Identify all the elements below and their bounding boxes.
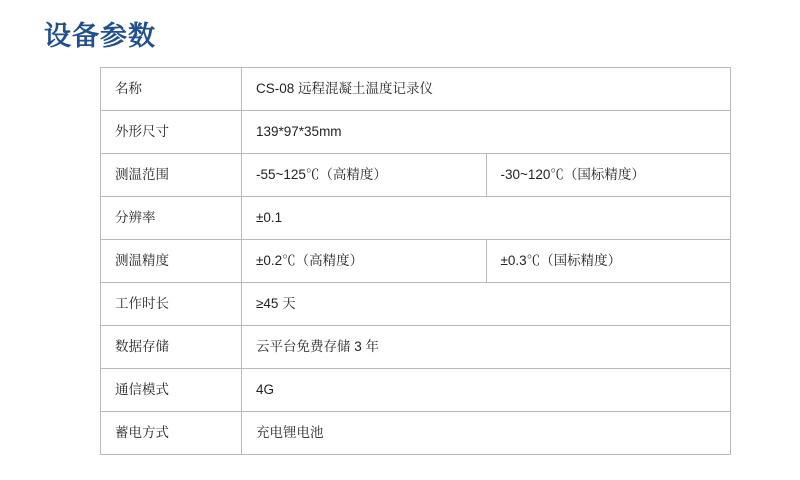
spec-label: 工作时长: [101, 283, 242, 326]
spec-value: ≥45 天: [242, 283, 731, 326]
spec-value-secondary: -30~120℃（国标精度）: [486, 154, 731, 197]
spec-value-primary: -55~125℃（高精度）: [242, 154, 487, 197]
device-spec-table: [100, 67, 731, 455]
table-row: [101, 240, 731, 283]
spec-label: 测温范围: [101, 154, 242, 197]
spec-label: 测温精度: [101, 240, 242, 283]
spec-value: 4G: [242, 369, 731, 412]
table-row: [101, 283, 731, 326]
table-row: [101, 68, 731, 111]
table-row: [101, 412, 731, 455]
table-row: [101, 369, 731, 412]
spec-label: 名称: [101, 68, 242, 111]
table-row: [101, 154, 731, 197]
spec-label: 数据存储: [101, 326, 242, 369]
spec-label: 分辨率: [101, 197, 242, 240]
spec-value: 云平台免费存储 3 年: [242, 326, 731, 369]
spec-value: 139*97*35mm: [242, 111, 731, 154]
spec-label: 外形尺寸: [101, 111, 242, 154]
table-row: [101, 326, 731, 369]
spec-value: 充电锂电池: [242, 412, 731, 455]
spec-label: 蓄电方式: [101, 412, 242, 455]
table-row: [101, 197, 731, 240]
spec-value: CS-08 远程混凝土温度记录仪: [242, 68, 731, 111]
page-title: 设备参数: [44, 21, 156, 51]
table-row: [101, 111, 731, 154]
spec-label: 通信模式: [101, 369, 242, 412]
spec-value-secondary: ±0.3℃（国标精度）: [486, 240, 731, 283]
spec-value-primary: ±0.2℃（高精度）: [242, 240, 487, 283]
spec-table-body: [101, 68, 731, 455]
spec-value: ±0.1: [242, 197, 731, 240]
